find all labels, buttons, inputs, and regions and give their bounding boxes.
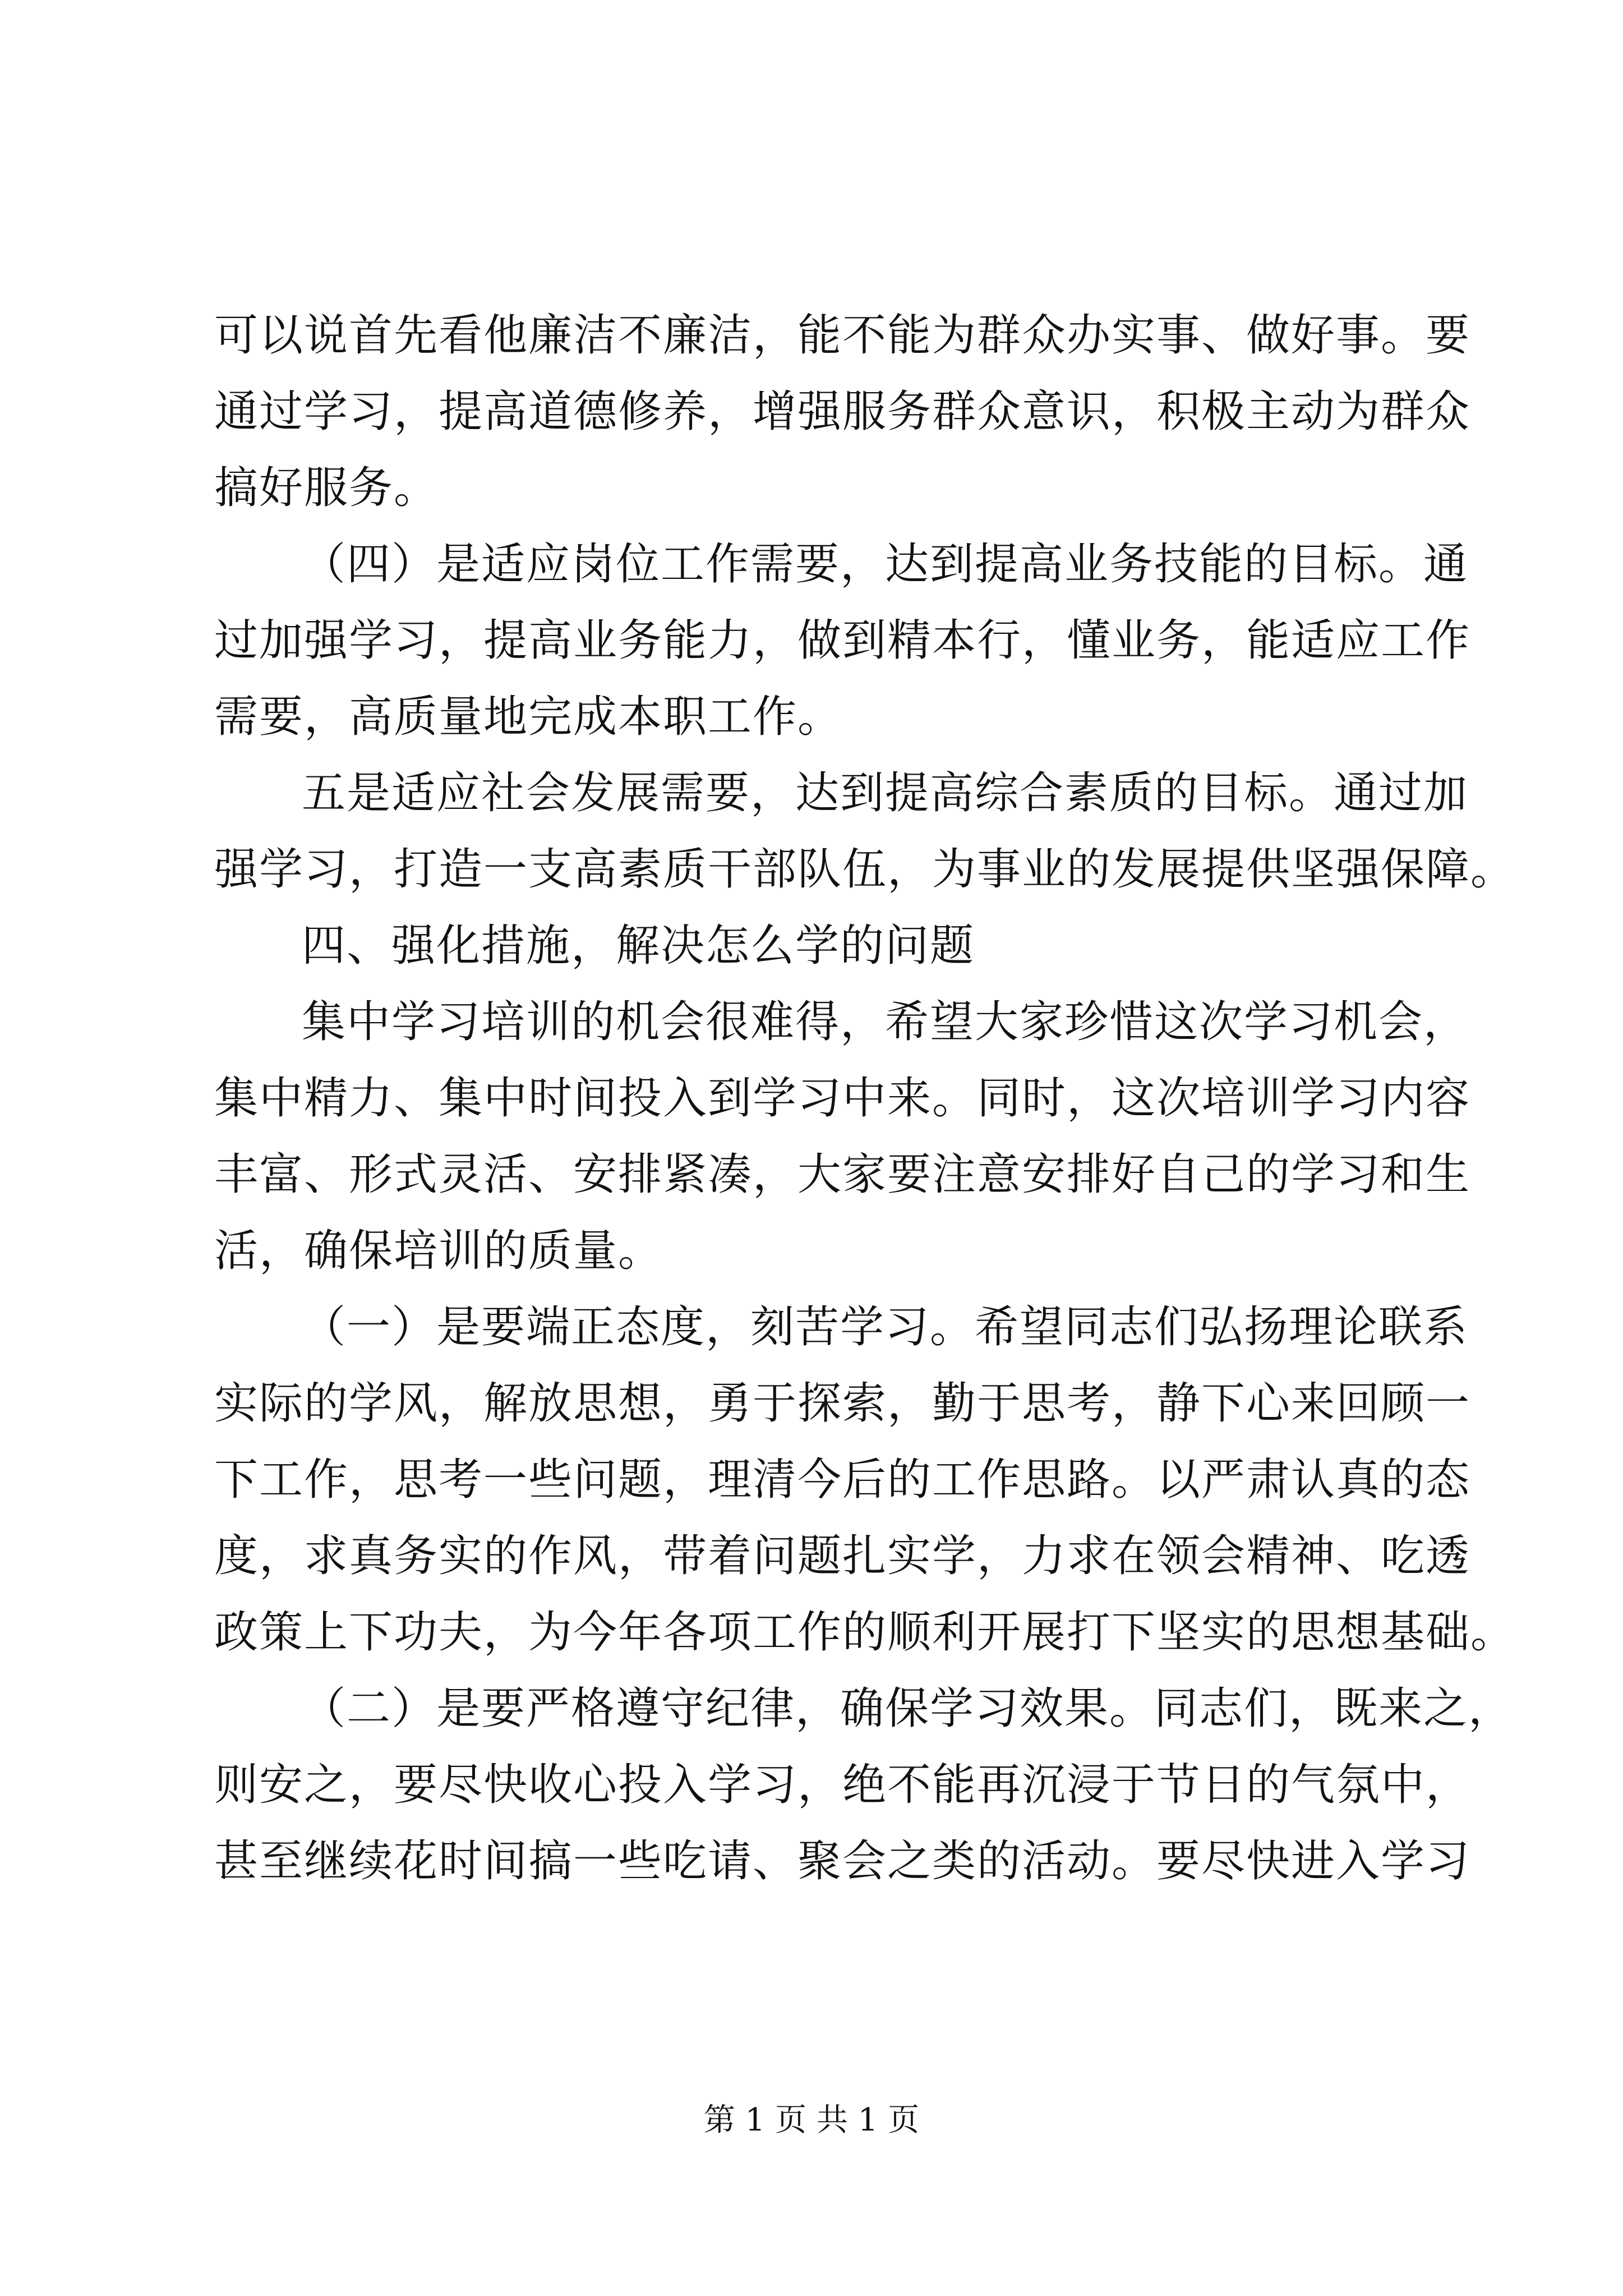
text-line: 下工作，思考一些问题，理清今后的工作思路。以严肃认真的态	[214, 1455, 1471, 1505]
text-line: 过加强学习，提高业务能力，做到精本行，懂业务，能适应工作	[214, 615, 1471, 666]
text-line: 实际的学风，解放思想，勇于探索，勤于思考，静下心来回顾一	[214, 1378, 1471, 1429]
text-line: （二）是要严格遵守纪律，确保学习效果。同志们，既来之，	[302, 1683, 1514, 1734]
text-line: 需要，高质量地完成本职工作。	[214, 692, 843, 742]
text-line: 活，确保培训的质量。	[214, 1226, 663, 1276]
text-line: 搞好服务。	[214, 463, 439, 513]
page-footer	[0, 2098, 1623, 2143]
text-line: 通过学习，提高道德修养，增强服务群众意识，积极主动为群众	[214, 386, 1471, 437]
document-body	[214, 297, 1516, 1899]
text-line: （四）是适应岗位工作需要，达到提高业务技能的目标。通	[302, 539, 1469, 590]
text-line: 集中精力、集中时间投入到学习中来。同时，这次培训学习内容	[214, 1073, 1471, 1124]
text-line: 可以说首先看他廉洁不廉洁，能不能为群众办实事、做好事。要	[214, 310, 1471, 361]
text-line: 强学习，打造一支高素质干部队伍，为事业的发展提供坚强保障。	[214, 844, 1516, 895]
text-line: 集中学习培训的机会很难得，希望大家珍惜这次学习机会，	[302, 997, 1469, 1047]
section-heading: 四、强化措施，解决怎么学的问题	[302, 921, 975, 971]
text-line: 甚至继续花时间搞一些吃请、聚会之类的活动。要尽快进入学习	[214, 1836, 1471, 1887]
text-line: 政策上下功夫，为今年各项工作的顺利开展打下坚实的思想基础。	[214, 1607, 1516, 1658]
text-line: 则安之，要尽快收心投入学习，绝不能再沉浸于节日的气氛中，	[214, 1760, 1471, 1810]
text-line: （一）是要端正态度，刻苦学习。希望同志们弘扬理论联系	[302, 1302, 1469, 1352]
text-line: 五是适应社会发展需要，达到提高综合素质的目标。通过加	[302, 768, 1469, 818]
text-line: 度，求真务实的作风，带着问题扎实学，力求在领会精神、吃透	[214, 1531, 1471, 1581]
text-line: 丰富、形式灵活、安排紧凑，大家要注意安排好自己的学习和生	[214, 1149, 1471, 1200]
page-number: 第 1 页 共 1 页	[703, 2102, 920, 2138]
